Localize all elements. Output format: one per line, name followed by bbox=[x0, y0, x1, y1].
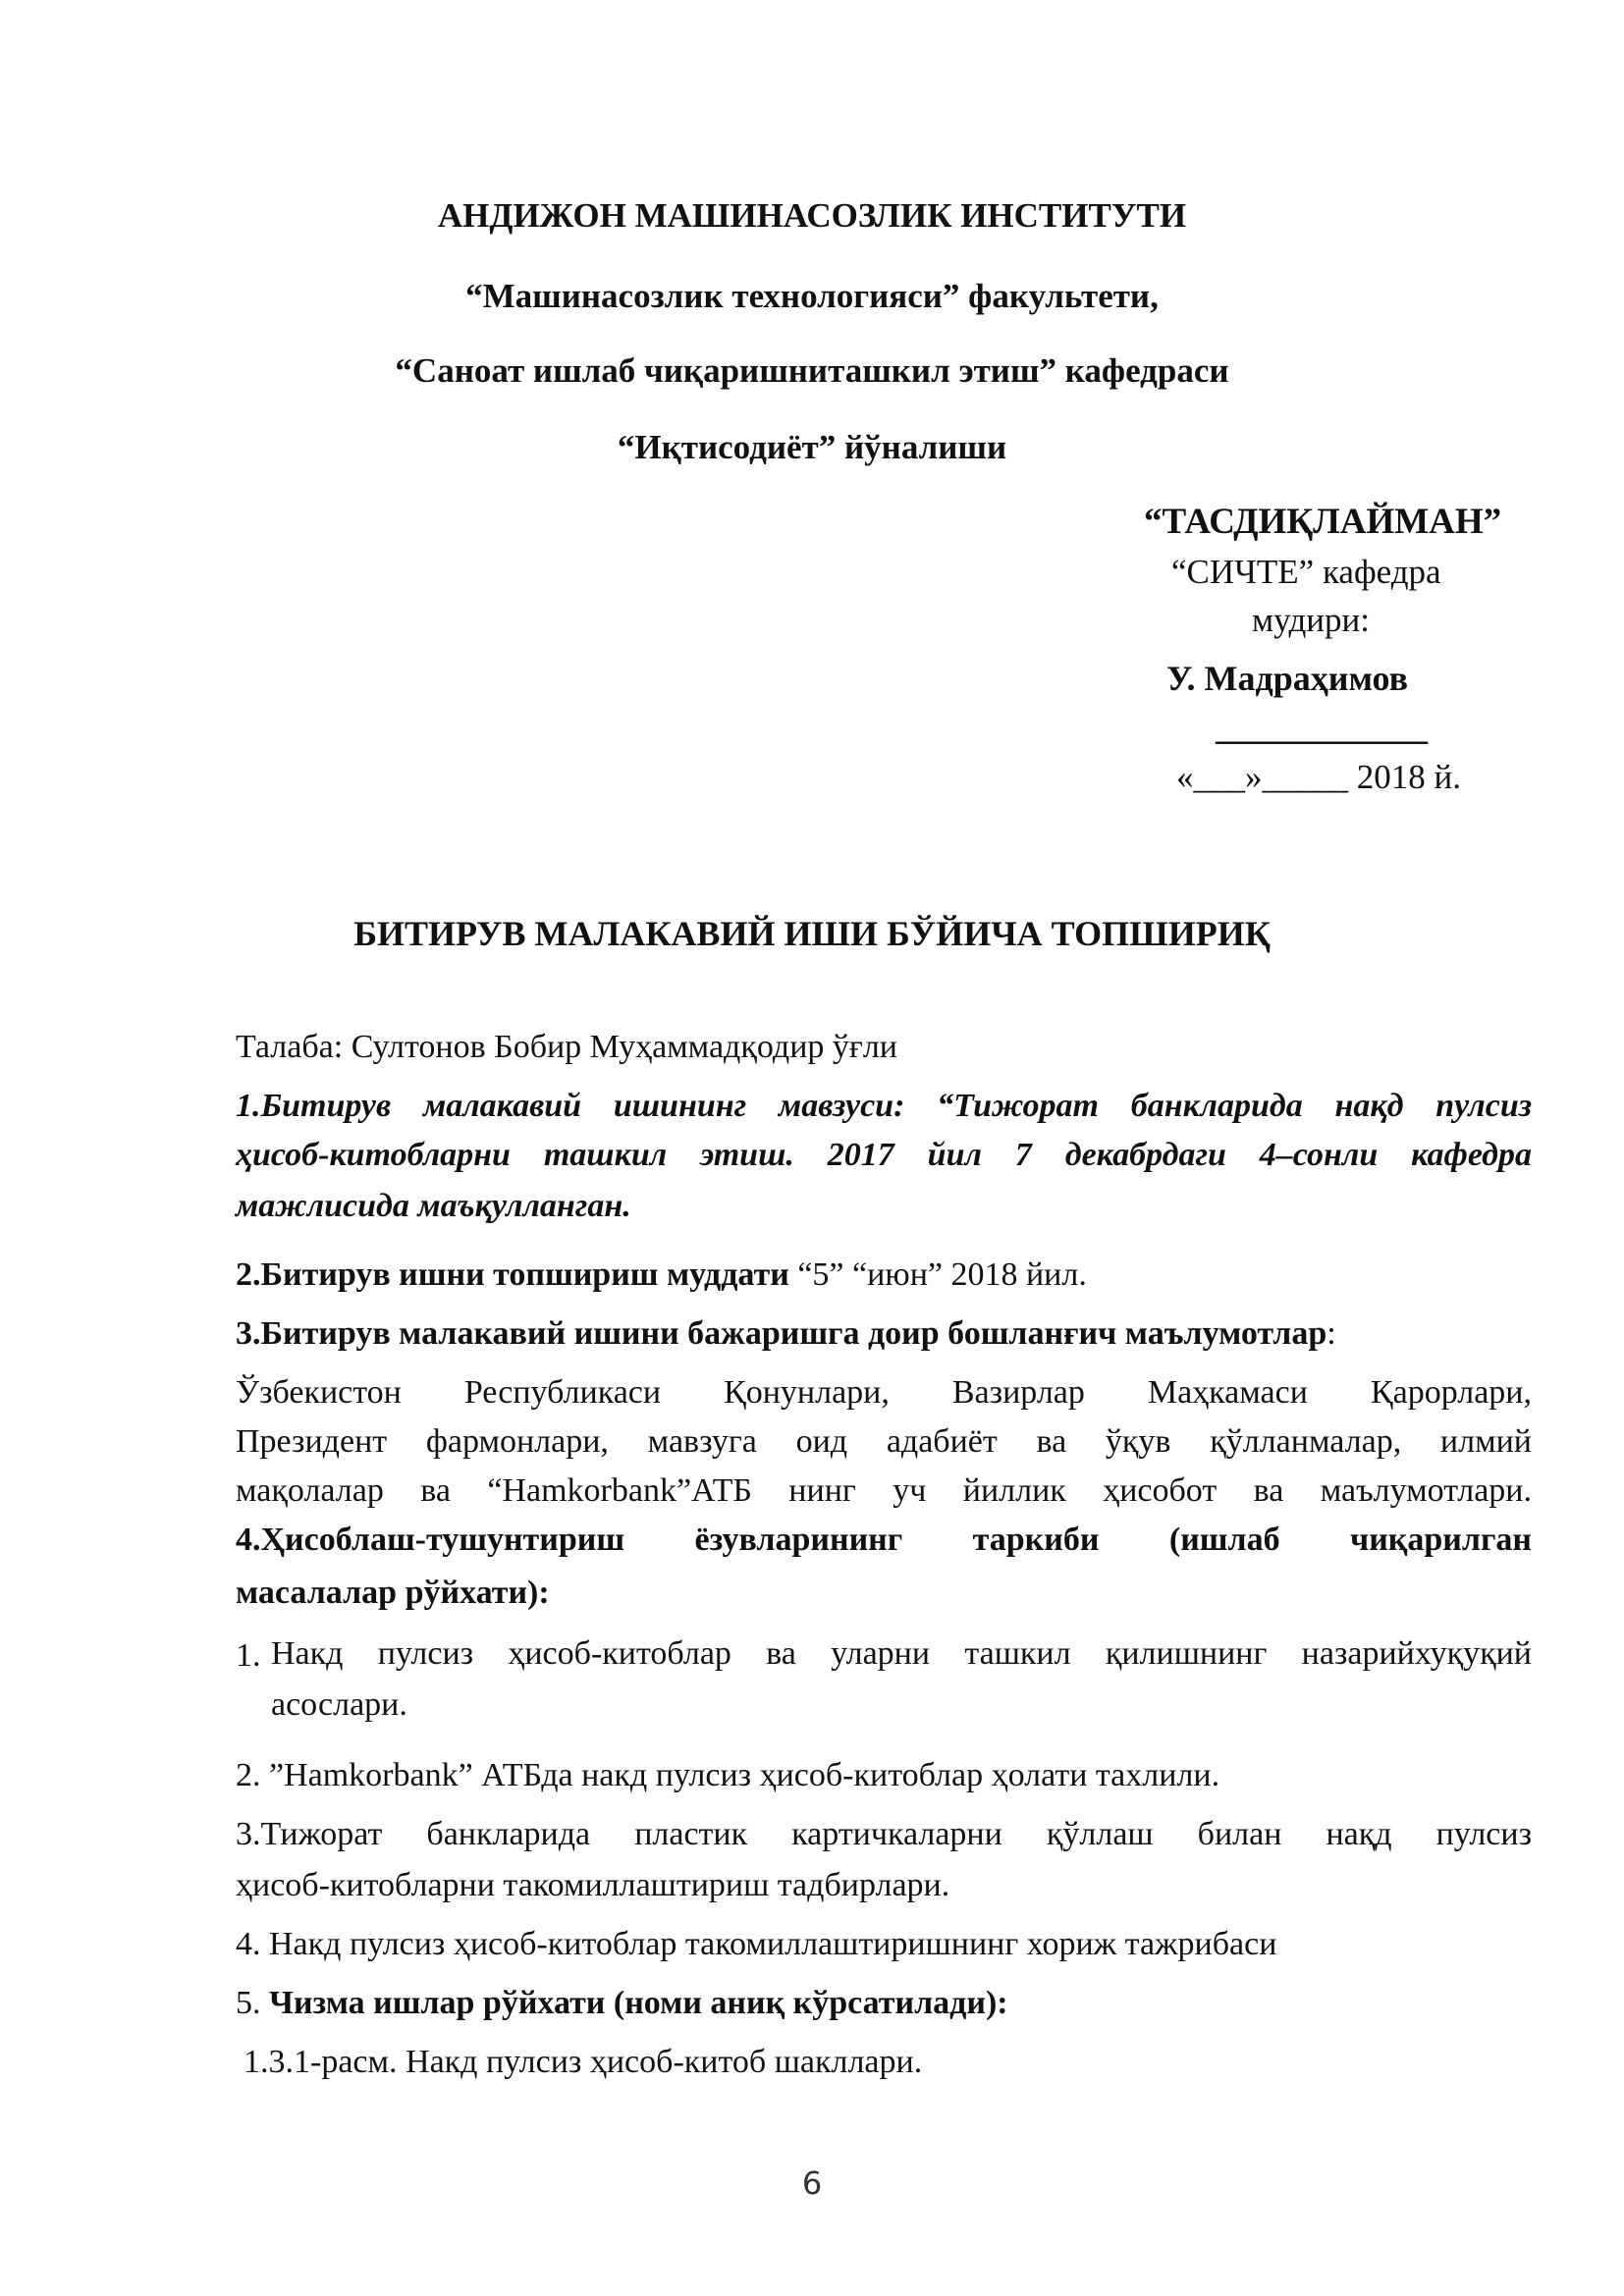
approval-line1: “СИЧТЕ” кафедра bbox=[1171, 553, 1441, 591]
student-line: Талаба: Султонов Бобир Муҳаммадқодир ўғли bbox=[236, 1029, 897, 1065]
list-item-1-line1: Накд пулсиз ҳисоб-китоблар ва уларни ташкил қилишнинг назарийхуқуқий bbox=[271, 1635, 1532, 1672]
item5-line bbox=[236, 1985, 1008, 2022]
list-item-2: 2. ”Hamkorbank” АТБда накд пулсиз ҳисоб-китоблар ҳолати тахлили. bbox=[236, 1757, 1220, 1793]
item2-value: “5” “июн” 2018 йил. bbox=[788, 1256, 1087, 1293]
item3-heading bbox=[236, 1315, 1336, 1353]
list-item-1-line2: асослари. bbox=[271, 1686, 407, 1723]
list-item-3-line1: 3.Тижорат банкларида пластик картичкаларни қўллаш билан нақд пулсиз bbox=[236, 1816, 1532, 1852]
approver-name: У. Мадраҳимов bbox=[1166, 659, 1409, 698]
signature-line: ____________ bbox=[1216, 708, 1428, 747]
list-item-1-number: 1. bbox=[236, 1637, 261, 1674]
document-title: БИТИРУВ МАЛАКАВИЙ ИШИ БЎЙИЧА ТОПШИРИҚ bbox=[353, 914, 1271, 953]
item3-line3: мақолалар ва “Hamkorbank”АТБ нинг уч йиллик ҳисобот ва маълумотлари. bbox=[236, 1472, 1532, 1509]
item4-line1 bbox=[236, 1523, 1532, 1557]
item1-line1: 1.Битирув малакавий ишининг мавзуси: “Тижорат банкларида нақд пулсиз bbox=[236, 1088, 1532, 1124]
item1-line2: ҳисоб-китобларни ташкил этиш. 2017 йил 7 декабрдаги 4–сонли кафедра bbox=[236, 1137, 1532, 1173]
item3-line1: Ўзбекистон Республикаси Қонунлари, Вазирлар Маҳкамаси Қарорлари, bbox=[236, 1374, 1532, 1411]
item3-number: 3 bbox=[236, 1315, 252, 1352]
item3-line2: Президент фармонлари, мавзуга оид адабиёт ва ўқув қўлланмалар, илмий bbox=[236, 1423, 1532, 1460]
item3-label: .Битирув малакавий ишини бажаришга доир бошланғич маълумотлар bbox=[252, 1315, 1327, 1352]
item2-number: 2 bbox=[236, 1256, 252, 1293]
direction-name: “Иқтисодиёт” йўналиши bbox=[617, 428, 1007, 466]
item4-number: 4 bbox=[236, 1522, 252, 1558]
item3-colon: : bbox=[1326, 1315, 1336, 1352]
item5-number: 5. bbox=[236, 1985, 261, 2021]
faculty-name: “Машинасозлик технологияси” факультети, bbox=[465, 277, 1159, 315]
list-item-3-line2: ҳисоб-китобларни такомиллаштириш тадбирлари. bbox=[236, 1867, 950, 1903]
list-item-4: 4. Накд пулсиз ҳисоб-китоблар такомиллаштиришнинг хориж тажрибаси bbox=[236, 1926, 1277, 1962]
item4-line2: масалалар рўйхати): bbox=[236, 1575, 550, 1611]
approval-line2: мудири: bbox=[1252, 601, 1370, 639]
item4-line1-text: .Ҳисоблаш-тушунтириш ёзувларининг таркиби (ишлаб чиқарилган bbox=[252, 1522, 1532, 1558]
item2-line bbox=[236, 1256, 1087, 1294]
approval-date: «___»_____ 2018 й. bbox=[1176, 758, 1461, 796]
figure-line: 1.3.1-расм. Накд пулсиз ҳисоб-китоб шакллари. bbox=[244, 2044, 923, 2080]
item5-label: Чизма ишлар рўйхати (номи аниқ кўрсатилади): bbox=[260, 1985, 1008, 2021]
institute-name: АНДИЖОН МАШИНАСОЗЛИК ИНСТИТУТИ bbox=[437, 196, 1187, 235]
item2-label: .Битирув ишни топшириш муддати bbox=[252, 1256, 789, 1293]
department-name: “Саноат ишлаб чиқаришниташкил этиш” кафедраси bbox=[395, 351, 1229, 390]
approval-title: “ТАСДИҚЛАЙМАН” bbox=[1144, 502, 1502, 542]
item1-line3: мажлисида маъқулланган. bbox=[236, 1188, 631, 1224]
page-number: 6 bbox=[801, 2164, 823, 2202]
